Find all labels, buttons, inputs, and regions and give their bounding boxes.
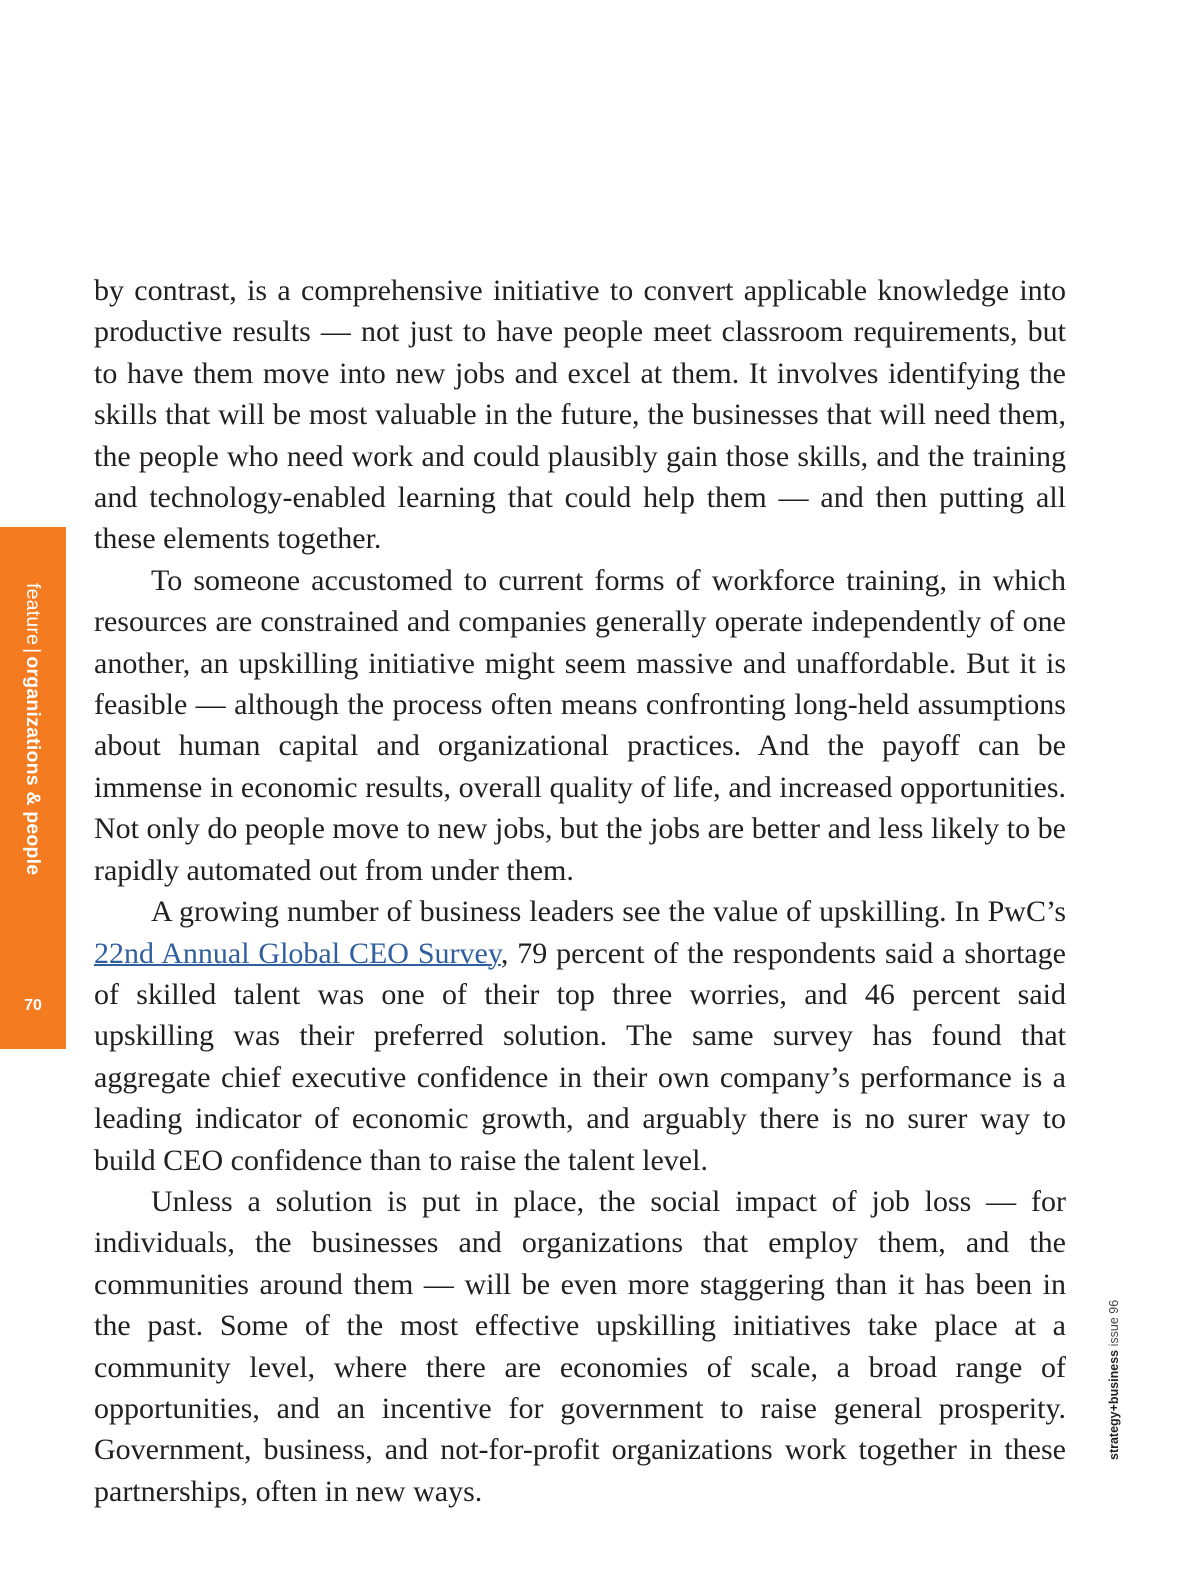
article-body [94, 270, 1066, 1512]
paragraph-3-lead: A growing number of business leaders see the value of upskilling. In PwC’s [151, 895, 1066, 929]
section-category: feature [22, 583, 44, 646]
page-number: 70 [24, 997, 42, 1014]
paragraph-2: To someone accustomed to current forms of workforce training, in which resources are constrained and companies generally operate independently of one another, an upskilling initiative might seem massive and unaffordable. But it is feasible — although the process often means confronting long-held assumptions about human capital and organizational practices. And the payoff can be immense in economic results, overall quality of life, and increased opportunities. Not only do people move to new jobs, but the jobs are better and less likely to be rapidly automated out from under them. [94, 563, 1066, 887]
paragraph-3 [94, 891, 1066, 1181]
section-separator: | [22, 648, 44, 654]
paragraph-3-rest: , 79 percent of the respondents said a shortage of skilled talent was one of their top three worries, and 46 percent said upskilling was their preferred solution. The same survey has found that aggregate chief executive confidence in their own company’s performance is a leading indicator of economic growth, and arguably there is no surer way to build CEO confidence than to raise the talent level. [94, 936, 1066, 1177]
publication-label [1106, 1300, 1123, 1460]
publication-name: strategy+business [1107, 1349, 1121, 1460]
ceo-survey-link[interactable]: 22nd Annual Global CEO Survey [94, 936, 501, 970]
section-label [22, 583, 44, 875]
paragraph-1: by contrast, is a comprehensive initiative to convert applicable knowledge into productive results — not just to have people meet classroom requirements, but to have them move into new jobs and excel at them. It involves identifying the skills that will be most valuable in the future, the businesses that will need them, the people who need work and could plausibly gain those skills, and the training and technology-enabled learning that could help them — and then putting all these elements together. [94, 274, 1066, 556]
publication-issue: issue 96 [1107, 1299, 1121, 1347]
section-topic: organizations & people [22, 656, 44, 876]
paragraph-4: Unless a solution is put in place, the social impact of job loss — for individuals, the businesses and organizations that employ them, and the communities around them — will be even more staggering than it has been in the past. Some of the most effective upskilling initiatives take place at a community level, where there are economies of scale, a broad range of opportunities, and an incentive for government to raise general prosperity. Government, business, and not-for-profit organizations work together in these partnerships, often in new ways. [94, 1184, 1066, 1508]
